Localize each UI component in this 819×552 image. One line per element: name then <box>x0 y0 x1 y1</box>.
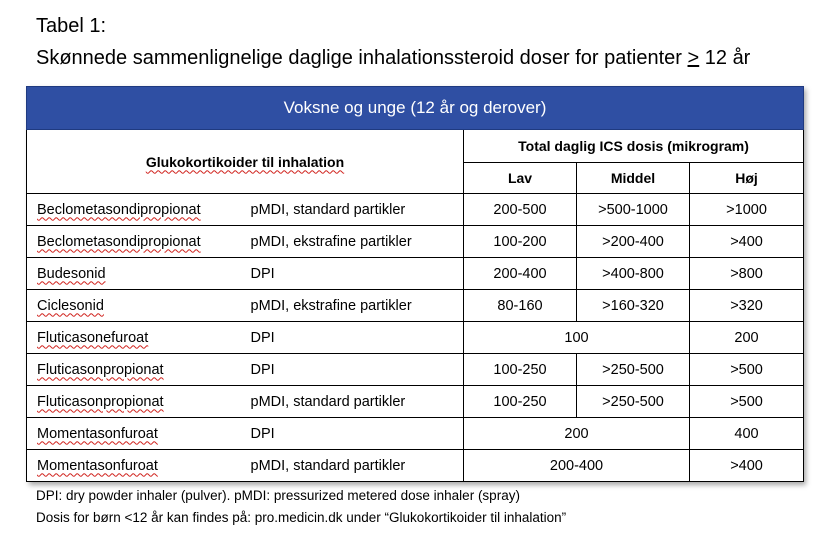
column-header-low: Lav <box>464 163 577 194</box>
drug-cell: Momentasonfuroat <box>27 418 247 450</box>
form-cell: pMDI, ekstrafine partikler <box>247 290 464 322</box>
form-cell: DPI <box>247 418 464 450</box>
dose-table-container <box>26 86 803 482</box>
low-mid-dose-cell: 100 <box>464 322 690 354</box>
high-dose-cell: >400 <box>690 450 804 482</box>
title-text: Skønnede sammenlignelige daglige inhalationssteroid doser for patienter <box>36 47 688 69</box>
table-row <box>27 418 804 450</box>
drug-cell: Fluticasonefuroat <box>27 322 247 354</box>
mid-dose-cell: >250-500 <box>577 354 690 386</box>
mid-dose-cell: >250-500 <box>577 386 690 418</box>
mid-dose-cell: >160-320 <box>577 290 690 322</box>
table-caption-label: Tabel 1: <box>36 15 107 37</box>
high-dose-cell: >500 <box>690 354 804 386</box>
drug-cell: Beclometasondipropionat <box>27 226 247 258</box>
table-row <box>27 386 804 418</box>
column-header-mid: Middel <box>577 163 690 194</box>
drug-cell: Fluticasonpropionat <box>27 354 247 386</box>
table-banner: Voksne og unge (12 år og derover) <box>27 87 804 130</box>
table-caption-title <box>36 46 750 70</box>
footnote-children-dosing: Dosis for børn <12 år kan findes på: pro.medicin.dk under “Glukokortikoider til inhalation” <box>36 510 567 525</box>
table-row <box>27 322 804 354</box>
high-dose-cell: 400 <box>690 418 804 450</box>
form-cell: DPI <box>247 258 464 290</box>
dose-table <box>26 86 804 482</box>
high-dose-cell: >500 <box>690 386 804 418</box>
form-cell: pMDI, ekstrafine partikler <box>247 226 464 258</box>
low-dose-cell: 80-160 <box>464 290 577 322</box>
table-row <box>27 450 804 482</box>
form-cell: pMDI, standard partikler <box>247 450 464 482</box>
footnote-abbreviations: DPI: dry powder inhaler (pulver). pMDI: pressurized metered dose inhaler (spray) <box>36 488 520 503</box>
low-mid-dose-cell: 200 <box>464 418 690 450</box>
column-header-dose: Total daglig ICS dosis (mikrogram) <box>464 130 804 163</box>
low-dose-cell: 200-500 <box>464 194 577 226</box>
drug-cell: Ciclesonid <box>27 290 247 322</box>
table-row <box>27 194 804 226</box>
high-dose-cell: >320 <box>690 290 804 322</box>
low-dose-cell: 100-250 <box>464 386 577 418</box>
high-dose-cell: >800 <box>690 258 804 290</box>
form-cell: DPI <box>247 322 464 354</box>
table-row <box>27 354 804 386</box>
high-dose-cell: >400 <box>690 226 804 258</box>
low-mid-dose-cell: 200-400 <box>464 450 690 482</box>
table-row <box>27 226 804 258</box>
table-row <box>27 258 804 290</box>
column-header-drug: Glukokortikoider til inhalation <box>27 130 464 194</box>
column-header-high: Høj <box>690 163 804 194</box>
title-age: 12 år <box>699 47 751 69</box>
mid-dose-cell: >400-800 <box>577 258 690 290</box>
high-dose-cell: >1000 <box>690 194 804 226</box>
form-cell: pMDI, standard partikler <box>247 194 464 226</box>
title-ge-symbol: > <box>687 47 700 69</box>
mid-dose-cell: >200-400 <box>577 226 690 258</box>
drug-cell: Beclometasondipropionat <box>27 194 247 226</box>
low-dose-cell: 100-250 <box>464 354 577 386</box>
mid-dose-cell: >500-1000 <box>577 194 690 226</box>
table-row <box>27 290 804 322</box>
high-dose-cell: 200 <box>690 322 804 354</box>
drug-cell: Budesonid <box>27 258 247 290</box>
drug-cell: Fluticasonpropionat <box>27 386 247 418</box>
low-dose-cell: 100-200 <box>464 226 577 258</box>
low-dose-cell: 200-400 <box>464 258 577 290</box>
form-cell: pMDI, standard partikler <box>247 386 464 418</box>
drug-cell: Momentasonfuroat <box>27 450 247 482</box>
form-cell: DPI <box>247 354 464 386</box>
